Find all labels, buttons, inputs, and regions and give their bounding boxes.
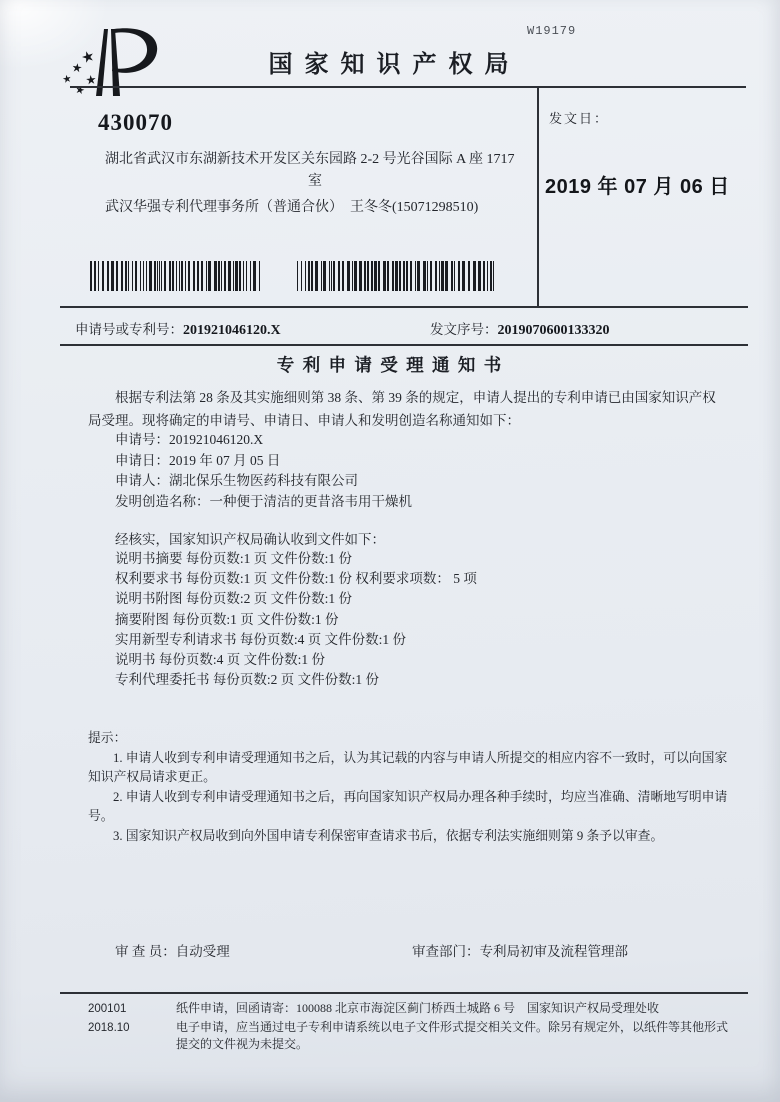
barcode-left bbox=[90, 261, 264, 291]
document-item: 权利要求书 每份页数:1 页 文件份数:1 份 权利要求项数： 5 项 bbox=[115, 571, 477, 587]
tip-item: 3. 国家知识产权局收到向外国申请专利保密审查请求书后，依据专利法实施细则第 9 条予以审查。 bbox=[113, 828, 664, 843]
footer-note: 纸件申请，回函请寄：100088 北京市海淀区蓟门桥西土城路 6 号 国家知识产权局受理处收 bbox=[176, 1001, 660, 1015]
document-item: 摘要附图 每份页数:1 页 文件份数:1 份 bbox=[115, 611, 339, 627]
received-documents-list bbox=[115, 549, 477, 690]
footer-rule bbox=[60, 992, 748, 994]
watermark-code: W19179 bbox=[527, 24, 577, 38]
issue-date-value: 2019 年 07 月 06 日 bbox=[545, 176, 730, 198]
recipient-postcode: 430070 bbox=[98, 110, 173, 135]
page-title: 国 家 知 识 产 权 局 bbox=[268, 52, 512, 78]
ref-rule-bottom bbox=[60, 344, 748, 346]
department-line bbox=[412, 940, 628, 960]
document-item: 实用新型专利请求书 每份页数:4 页 文件份数:1 份 bbox=[115, 631, 407, 647]
confirmation-line: 经核实，国家知识产权局确认收到文件如下： bbox=[115, 532, 385, 547]
serial-number-label: 发文序号： bbox=[430, 322, 498, 337]
header-rule bbox=[70, 86, 746, 88]
footer-code: 200101 bbox=[88, 1003, 127, 1015]
recipient-agency-line: 武汉华强专利代理事务所（普通合伙） 王冬冬(15071298510) bbox=[105, 200, 479, 215]
reference-line bbox=[75, 318, 755, 339]
footer-code: 2018.10 bbox=[88, 1021, 130, 1034]
field-invention-title: 发明创造名称：一种便于清洁的更昔洛韦用干燥机 bbox=[115, 493, 412, 509]
ref-rule-top bbox=[60, 306, 748, 308]
field-application-number: 申请号：201921046120.X bbox=[115, 432, 264, 447]
tip-item: 1. 申请人收到专利申请受理通知书之后，认为其记载的内容与申请人所提交的相应内容不一致时，可以向国家知识产权局请求更正。 bbox=[88, 750, 728, 785]
document-item: 说明书摘要 每份页数:1 页 文件份数:1 份 bbox=[115, 551, 353, 566]
application-fields bbox=[115, 430, 412, 512]
recipient-address-line2: 室 bbox=[308, 174, 322, 189]
notice-title: 专 利 申 请 受 理 通 知 书 bbox=[276, 355, 504, 375]
footer-row bbox=[88, 1019, 732, 1054]
examiner-label: 审 查 员： bbox=[115, 944, 176, 959]
department-label: 审查部门： bbox=[412, 944, 480, 959]
application-number-value: 201921046120.X bbox=[183, 323, 281, 338]
document-item: 说明书附图 每份页数:2 页 文件份数:1 份 bbox=[115, 591, 353, 607]
document-item: 专利代理委托书 每份页数:2 页 文件份数:1 份 bbox=[115, 672, 380, 688]
footer-row bbox=[88, 1000, 732, 1019]
examiner-value: 自动受理 bbox=[175, 944, 230, 959]
recipient-address-line1: 湖北省武汉市东湖新技术开发区关东园路 2-2 号光谷国际 A 座 1717 bbox=[105, 152, 515, 167]
field-filing-date: 申请日：2019 年 07 月 05 日 bbox=[115, 452, 281, 468]
serial-number-value: 2019070600133320 bbox=[497, 323, 610, 338]
footer-notes bbox=[88, 1000, 732, 1054]
document-item: 说明书 每份页数:4 页 文件份数:1 份 bbox=[115, 652, 326, 668]
barcode-right bbox=[297, 261, 501, 291]
field-applicant: 申请人：湖北保乐生物医药科技有限公司 bbox=[115, 473, 358, 488]
issue-date-label: 发文日： bbox=[549, 111, 610, 126]
intro-paragraph: 根据专利法第 28 条及其实施细则第 38 条、第 39 条的规定，申请人提出的专利申请已由国家知识产权局受理。现将确定的申请号、申请日、申请人和发明创造名称通知如下： bbox=[88, 390, 716, 428]
examiner-line bbox=[115, 940, 230, 960]
application-number-label: 申请号或专利号： bbox=[75, 322, 183, 337]
footer-note: 电子申请，应当通过电子专利申请系统以电子文件形式提交相关文件。除另有规定外，以纸件等其他形式提交的文件视为未提交。 bbox=[176, 1019, 729, 1051]
tips-section bbox=[88, 729, 736, 847]
department-value: 专利局初审及流程管理部 bbox=[479, 944, 628, 959]
tip-item: 2. 申请人收到专利申请受理通知书之后，再向国家知识产权局办理各种手续时，均应当准确、清晰地写明申请号。 bbox=[88, 789, 728, 824]
tips-heading: 提示： bbox=[88, 731, 127, 745]
